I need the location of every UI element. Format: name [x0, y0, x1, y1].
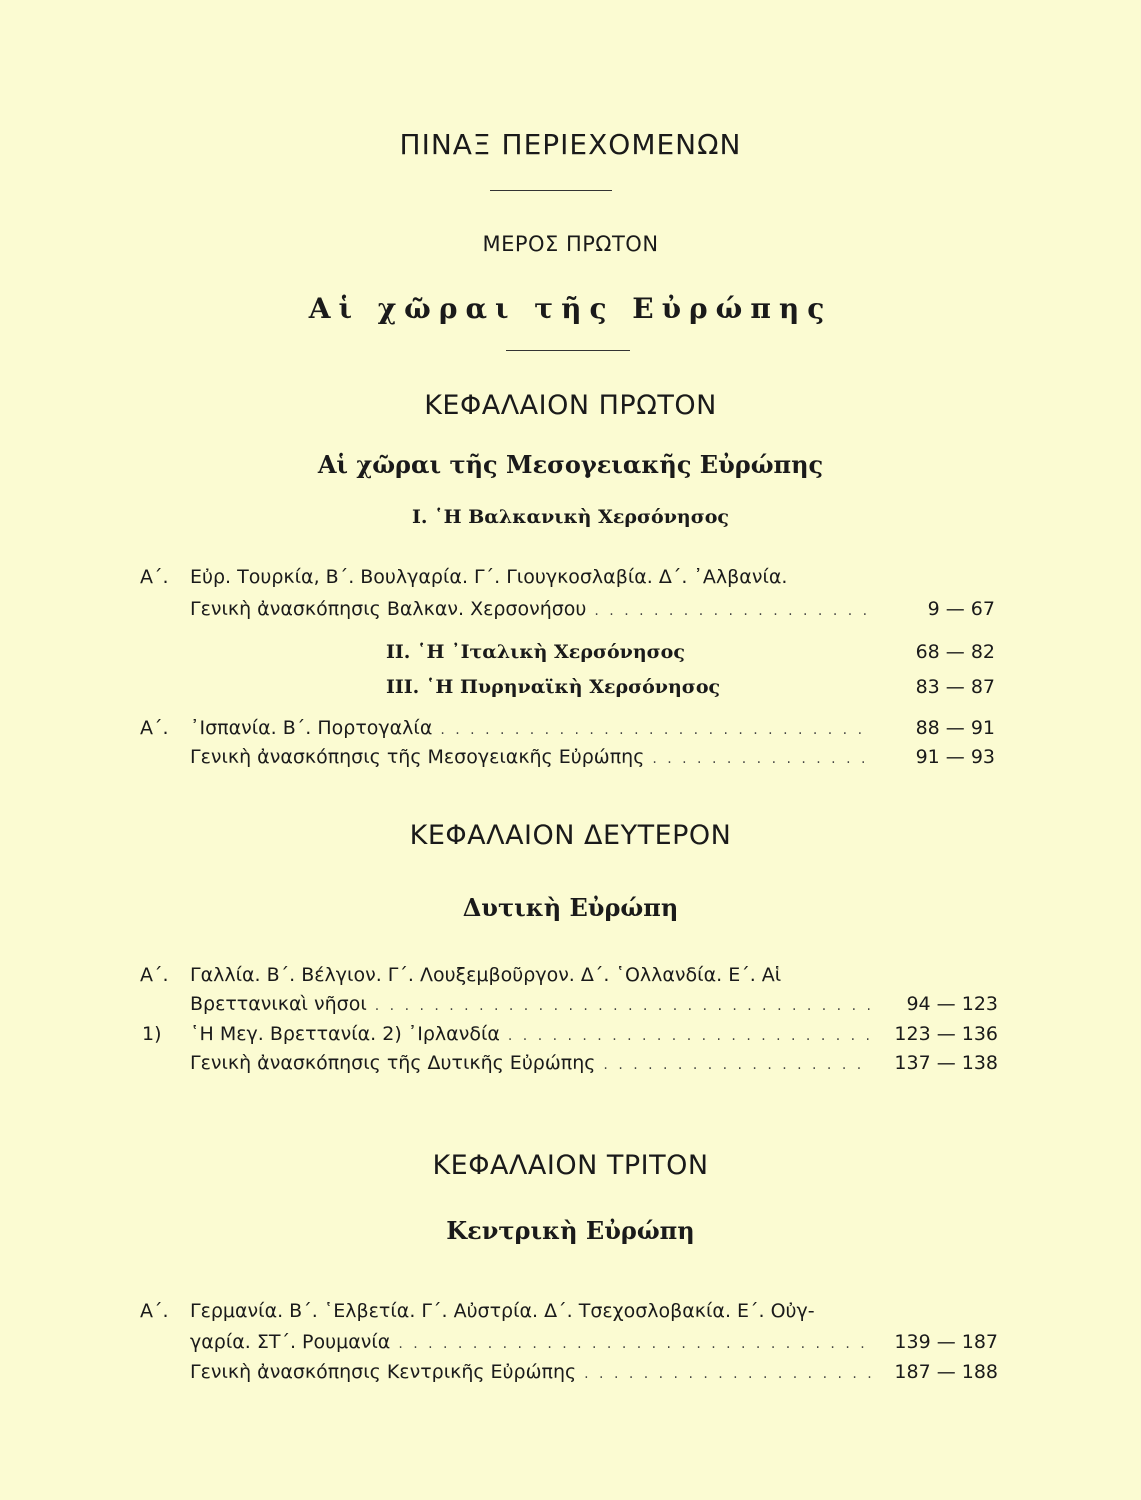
- chapter-3-subtitle: Κεντρικὴ Εὐρώπη: [446, 1216, 695, 1245]
- page-title: ΠΙΝΑΞ ΠΕΡΙΕΧΟΜΕΝΩΝ: [399, 128, 742, 161]
- leader-dots: [375, 998, 872, 1014]
- page-range: 68 — 82: [915, 641, 995, 663]
- section-iberia: III. ῾Η Πυρηναϊκὴ Χερσόνησος: [386, 676, 721, 698]
- leader-dots: [398, 1336, 872, 1352]
- entry-text: γαρία. ΣΤ΄. Ρουμανία: [190, 1331, 391, 1353]
- entry-text: Γενικὴ ἀνασκόπησις Βαλκαν. Χερσονήσου: [190, 598, 587, 620]
- toc-entry-britain-ireland: [190, 1023, 880, 1045]
- toc-entry-hungary-romania: [190, 1331, 880, 1353]
- toc-entry-british-isles: [190, 993, 880, 1015]
- chapter-2-subtitle: Δυτικὴ Εὐρώπη: [462, 893, 679, 922]
- page-range: 94 — 123: [906, 993, 998, 1015]
- leader-dots: [584, 1366, 872, 1382]
- part-subtitle: Αἱ χῶραι τῆς Εὐρώπης: [308, 292, 833, 325]
- page-range: 187 — 188: [894, 1361, 998, 1383]
- entry-text: Γενικὴ ἀνασκόπησις τῆς Μεσογειακῆς Εὐρώπης: [190, 746, 645, 768]
- leader-dots: [603, 1057, 872, 1073]
- entry-label: Α΄.: [140, 1300, 169, 1322]
- page-range: 91 — 93: [915, 746, 995, 768]
- entry-text: ῾Η Μεγ. Βρεττανία. 2) ᾿Ιρλανδία: [190, 1023, 500, 1045]
- entry-text: ᾿Ισπανία. Β΄. Πορτογαλία: [190, 717, 433, 739]
- leader-dots: [440, 722, 872, 738]
- entry-label: Α΄.: [140, 566, 169, 588]
- entry-text: Γενικὴ ἀνασκόπησις Κεντρικῆς Εὐρώπης: [190, 1361, 577, 1383]
- leader-dots: [652, 751, 872, 767]
- entry-label: 1): [142, 1023, 162, 1045]
- page-range: 83 — 87: [915, 676, 995, 698]
- page-range: 88 — 91: [915, 717, 995, 739]
- page-range: 9 — 67: [927, 598, 995, 620]
- chapter-1-heading: ΚΕΦΑΛΑΙΟΝ ΠΡΩΤΟΝ: [424, 390, 717, 421]
- leader-dots: [594, 603, 872, 619]
- divider-part: [506, 350, 630, 351]
- entry-label: Α΄.: [140, 964, 169, 986]
- section-italy: II. ῾Η ᾿Ιταλικὴ Χερσόνησος: [386, 641, 685, 663]
- page-range: 139 — 187: [894, 1331, 998, 1353]
- toc-entry-med-review: [190, 746, 880, 768]
- chapter-3-heading: ΚΕΦΑΛΑΙΟΝ ΤΡΙΤΟΝ: [432, 1150, 709, 1181]
- entry-text: Γενικὴ ἀνασκόπησις τῆς Δυτικῆς Εὐρώπης: [190, 1052, 596, 1074]
- divider-top: [490, 190, 612, 191]
- entry-label: Α΄.: [140, 717, 169, 739]
- toc-entry-west-review: [190, 1052, 880, 1074]
- entry-text: Βρεττανικαὶ νῆσοι: [190, 993, 367, 1015]
- toc-entry-balkan-review: [190, 598, 880, 620]
- page-range: 123 — 136: [894, 1023, 998, 1045]
- chapter-1-subtitle: Αἱ χῶραι τῆς Μεσογειακῆς Εὐρώπης: [317, 450, 824, 479]
- toc-entry-central-countries: Γερμανία. Β΄. ῾Ελβετία. Γ΄. Αὐστρία. Δ΄. Τσεχοσλοβακία. Ε΄. Οὐγ-: [190, 1300, 815, 1322]
- toc-entry-balkan-countries: Εὐρ. Τουρκία, Β΄. Βουλγαρία. Γ΄. Γιουγκοσλαβία. Δ΄. ᾿Αλβανία.: [190, 566, 788, 588]
- toc-entry-spain-portugal: [190, 717, 880, 739]
- chapter-2-heading: ΚΕΦΑΛΑΙΟΝ ΔΕΥΤΕΡΟΝ: [409, 820, 732, 851]
- toc-entry-central-review: [190, 1361, 880, 1383]
- page-range: 137 — 138: [894, 1052, 998, 1074]
- section-balkan: I. ῾Η Βαλκανικὴ Χερσόνησος: [412, 506, 729, 528]
- part-label: ΜΕΡΟΣ ΠΡΩΤΟΝ: [482, 232, 659, 256]
- toc-entry-west-countries: Γαλλία. Β΄. Βέλγιον. Γ΄. Λουξεμβοῦργον. Δ΄. ῾Ολλανδία. Ε΄. Αἱ: [190, 964, 782, 986]
- leader-dots: [508, 1028, 872, 1044]
